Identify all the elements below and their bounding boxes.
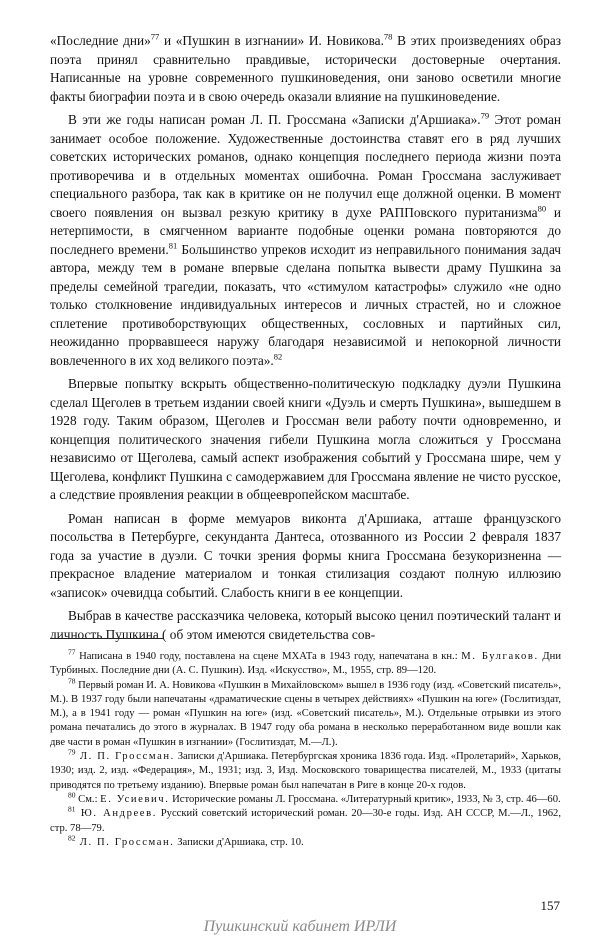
footnote-ref-81[interactable]: 81 xyxy=(168,240,178,251)
paragraph-2: В эти же годы написан роман Л. П. Гроссмана «Записки д'Аршиака».$^{79}$ Этот роман занимает особое положение. Художественные достоинства ставят его в ряд лучших советских исторических романов, однако концепция последнего периода жизни поэта противоречива и в отдельных моментах ошибочна. Роман Гроссмана заслуживает специального разбора, так как в критике он не получил еще должной оценки. В момент своего появления он вызвал резкую критику в духе РАППовского пуританизма$^{80}$ и нетерпимости, в смягченном варианте подобные оценки романа повторяются до последнего времени.$^{81}$ Большинство упреков исходит из неправильного понимания задач автора, между тем в романе впервые сделана попытка вывести драму Пушкина за пределы семейной трагедии, показать, что «стимулом катастрофы» служило «не одно только столкновение индивидуальных интересов и личных страстей, но и сложное сплетение противоборствующих общественных, сословных и партийных сил, неожиданно прорвавшееся наружу благодаря независимой и непокорной личности вовлеченного в их ход великого поэта».$^{82}$ xyxy=(50,110,561,368)
footnote-ref-80[interactable]: 80 xyxy=(537,203,547,214)
footnote-81: $^{81}$ Ю. Андреев. Русский советский исторический роман. 20—30-е годы. Изд. АН СССР, М.—Л., 1962, стр. 78—79. xyxy=(50,804,561,834)
footnote-ref-77[interactable]: 77 xyxy=(150,31,160,42)
footnote-ref-79[interactable]: 79 xyxy=(480,110,490,121)
footnote-divider xyxy=(50,638,164,639)
footnote-ref-82[interactable]: 82 xyxy=(273,351,283,362)
paragraph-4: Роман написан в форме мемуаров виконта д'Аршиака, атташе французского посольства в Петербурге, секунданта Дантеса, отозванного из России 2 февраля 1837 года за участие в дуэли. С точки зрения формы книга Гроссмана безукоризненна — прекрасное владение материалом и тонкая стилизация создают полную иллюзию «записок» очевидца событий. Слабость книги в ее концепции. xyxy=(50,510,561,600)
footnote-77: $^{77}$ Написана в 1940 году, поставлена на сцене МХАТа в 1943 году, напечатана в кн.: М. Булгаков. Дни Турбиных. Последние дни (А. С. Пушкин). Изд. «Искусство», М., 1955, стр. 89—120. xyxy=(50,647,561,677)
footnote-79: $^{79}$ Л. П. Гроссман. Записки д'Аршиака. Петербургская хроника 1836 года. Изд. «Пролетарий», Харьков, 1930; изд. 2, изд. «Федерация», М., 1931; изд. 3, Изд. Московского товарищества писателей, М., 1933 (цитаты приводятся по третьему изданию). Впервые роман был напечатан в Риге в конце 20-х годов. xyxy=(50,747,561,791)
paragraph-5: Выбрав в качестве рассказчика человека, который высоко ценил поэтический талант и личность Пушкина ( об этом имеются свидетельства сов- xyxy=(50,608,561,642)
footnotes xyxy=(50,647,561,850)
paragraph-1: «Последние дни»$^{77}$ и «Пушкин в изгнании» И. Новикова.$^{78}$ В этих произведениях образ поэта принял сравнительно правдивые, исторически достоверные очертания. Написанные на уровне современного пушкиноведения, они заново осветили многие факты биографии поэта и в свою очередь оказали влияние на пушкиноведение. xyxy=(50,31,561,104)
page-number: 157 xyxy=(540,898,560,913)
paragraph-3: Впервые попытку вскрыть общественно-политическую подкладку дуэли Пушкина сделал Щеголев в третьем издании своей книги «Дуэль и смерть Пушкина», вышедшем в 1928 году. Таким образом, Щеголев и Гроссман вели работу почти одновременно, и концепция политического значения гибели Пушкина могла сложиться у Гроссмана независимо от Щеголева, самый аспект изображения событий у Гроссмана шире, чем у Щеголева, конфликт Пушкина с самодержавием для Гроссмана явление не чисто русское, а следствие проявления реакции в общеевропейском масштабе. xyxy=(50,376,561,502)
footnote-78: $^{78}$ Первый роман И. А. Новикова «Пушкин в Михайловском» вышел в 1936 году (изд. «Советский писатель», М.). В 1937 году были напечатаны «драматические сцены в четырех действиях» «Пушкин на юге» (Гослитиздат, М.), а в 1941 году — роман «Пушкин на юге» (изд. «Советский писатель», М.). Отдельные отрывки из этого романа печатались до этого в журналах. В 1947 году оба романа в несколько переработанном виде вошли как две части в роман «Пушкин в изгнании» (Гослитиздат, М.—Л.). xyxy=(50,676,561,748)
footnote-80: $^{80}$ См.: Е. Усиевич. Исторические романы Л. Гроссмана. «Литературный критик», 1933, № 3, стр. 46—60. xyxy=(68,790,561,805)
watermark: Пушкинский кабинет ИРЛИ xyxy=(203,918,397,935)
footnote-82: $^{82}$ Л. П. Гроссман. Записки д'Аршиака, стр. 10. xyxy=(68,833,304,848)
footnote-ref-78[interactable]: 78 xyxy=(383,31,393,42)
main-text xyxy=(50,32,561,644)
